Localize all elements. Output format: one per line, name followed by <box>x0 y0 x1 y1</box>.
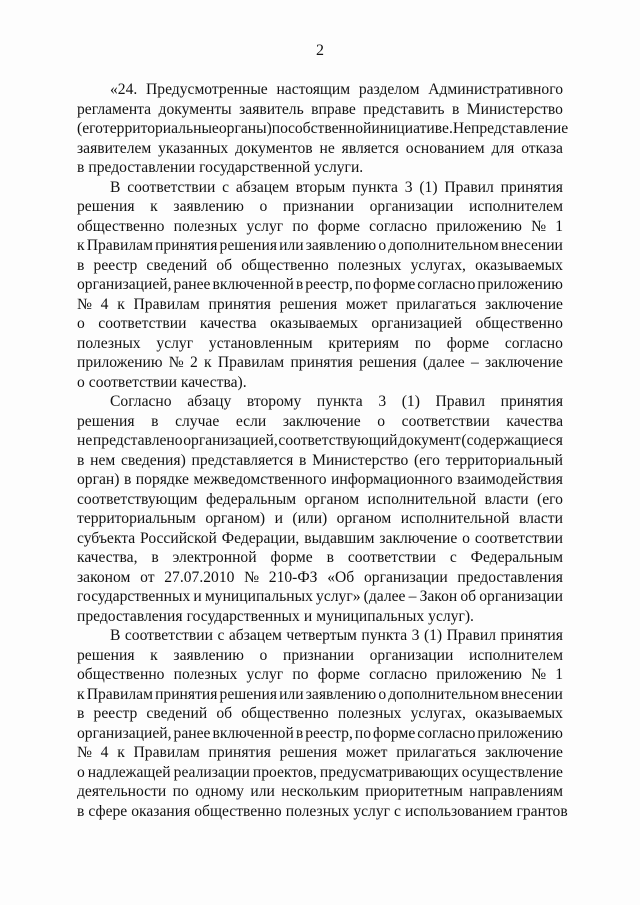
text-line: решения к заявлению о признании организации исполнителем <box>77 646 563 664</box>
text-line: решения в случае если заключение о соответствии качества <box>77 412 563 430</box>
text-line: государственных и муниципальных услуг» (далее – Закон об организации <box>77 588 563 605</box>
text-line: № 4 к Правилам принятия решения может прилагаться заключение <box>77 744 563 761</box>
text-line: в предоставлении государственной услуги. <box>77 159 364 176</box>
text-line: решения к заявлению о признании организации исполнителем <box>77 198 563 215</box>
text-line: организацией, ранее включенной в реестр, по форме согласно приложению <box>77 724 563 742</box>
text-line: в реестр сведений об общественно полезных услугах, оказываемых <box>77 705 563 722</box>
page-number: 2 <box>316 42 324 59</box>
text-line: заявителем указанных документов не является основанием для отказа <box>77 139 563 157</box>
text-line: организацией, ранее включенной в реестр, по форме согласно приложению <box>77 276 563 293</box>
text-line: В соответствии с абзацем четвертым пункта 3 (1) Правил принятия <box>110 627 563 644</box>
text-line: приложению № 2 к Правилам принятия решения (далее – заключение <box>77 354 563 371</box>
paragraph <box>77 392 563 626</box>
text-line: в нем сведения) представляется в Министерство (его территориальный <box>77 451 563 469</box>
text-line: деятельности по одному или нескольким приоритетным направлениям <box>77 783 563 800</box>
text-line: к Правилам принятия решения или заявлению о дополнительном внесении <box>77 237 563 254</box>
text-line: в реестр сведений об общественно полезных услугах, оказываемых <box>77 256 563 274</box>
text-line: соответствующим федеральным органом исполнительной власти (его <box>77 490 563 508</box>
text-line: регламента документы заявитель вправе представить в Министерство <box>77 100 563 118</box>
text-line: орган) в порядке межведомственного информационного взаимодействия <box>77 471 563 488</box>
paragraph <box>77 178 563 393</box>
text-line: субъекта Российской Федерации, выдавшим заключение о соответствии <box>77 529 563 547</box>
text-line: качества, в электронной форме в соответствии с Федеральным <box>77 549 563 566</box>
text-line: полезных услуг установленным критериям по форме согласно <box>77 334 563 352</box>
text-line: общественно полезных услуг по форме согласно приложению № 1 <box>77 217 563 235</box>
paragraph <box>77 80 569 178</box>
paragraph <box>77 626 568 821</box>
text-line: (его территориальные органы) по собственной инициативе. Непредставление <box>77 120 569 137</box>
document-body <box>77 80 569 821</box>
text-line: В соответствии с абзацем вторым пункта 3 (1) Правил принятия <box>110 178 563 196</box>
text-line: о соответствии качества). <box>77 373 247 391</box>
text-line: о соответствии качества оказываемых организацией общественно <box>77 315 563 332</box>
text-line: о надлежащей реализации проектов, предусматривающих осуществление <box>77 763 563 781</box>
text-line: Согласно абзацу второму пункта 3 (1) Правил принятия <box>110 393 563 410</box>
text-line: предоставления государственных и муниципальных услуг). <box>77 607 474 625</box>
text-line: № 4 к Правилам принятия решения может прилагаться заключение <box>77 295 563 313</box>
text-line: в сфере оказания общественно полезных услуг с использованием грантов <box>77 802 568 820</box>
text-line: к Правилам принятия решения или заявлению о дополнительном внесении <box>77 685 563 703</box>
text-line: территориальным органом) и (или) органом исполнительной власти <box>77 510 563 527</box>
text-line: не представлено организацией, соответствующий документ (содержащиеся <box>77 432 563 449</box>
text-line: общественно полезных услуг по форме согласно приложению № 1 <box>77 666 563 683</box>
text-line: «24. Предусмотренные настоящим разделом Административного <box>110 81 563 98</box>
text-line: законом от 27.07.2010 № 210-ФЗ «Об организации предоставления <box>77 568 563 586</box>
